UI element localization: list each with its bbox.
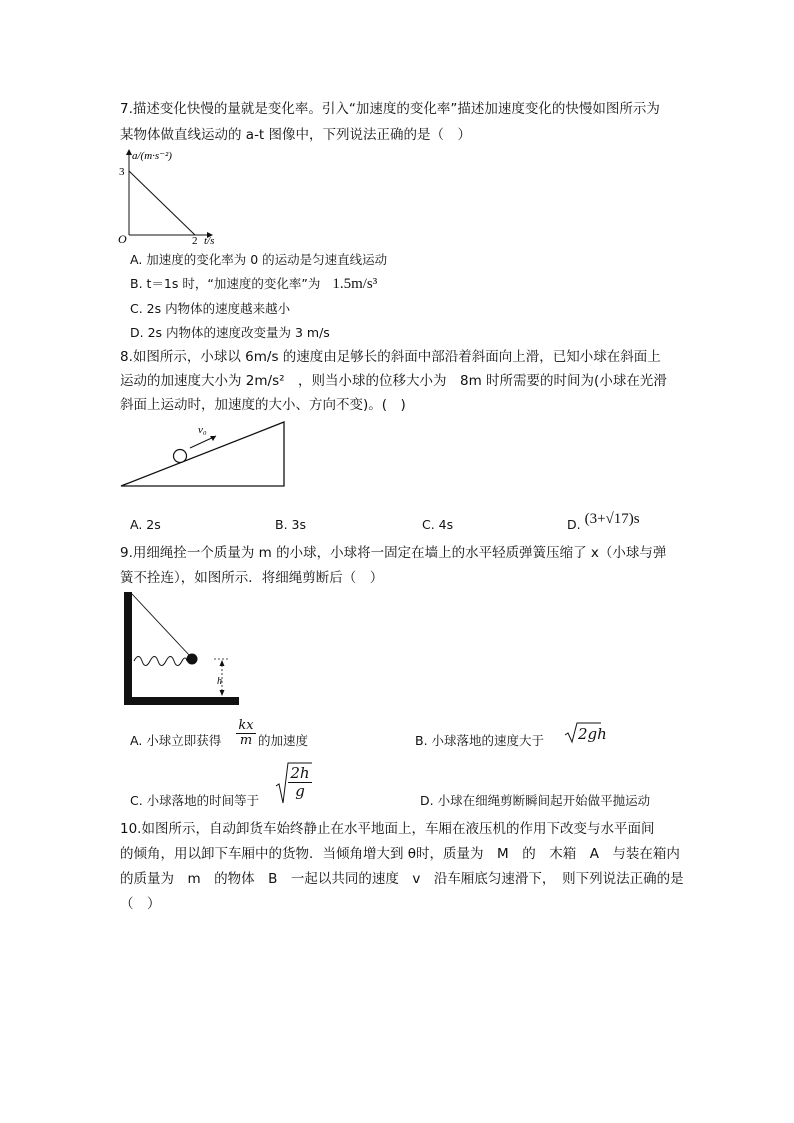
q9-spring [134,657,187,666]
q9-option-d: D. 小球在细绳剪断瞬间起开始做平抛运动 [420,793,651,808]
q9-string [132,594,190,656]
q9-wall [124,592,132,705]
q7-stem-line1: 7.描述变化快慢的量就是变化率。引入“加速度的变化率”描述加速度变化的快慢如图所示为 [120,101,660,117]
q7-option-b-math: 1.5m/s³ [332,276,378,292]
q9-spring-figure [120,590,245,708]
q8-stem-line3: 斜面上运动时，加速度的大小、方向不变)。( ) [120,397,406,413]
q10-stem-line1: 10.如图所示，自动卸货车始终静止在水平地面上，车厢在液压机的作用下改变与水平面间 [120,821,655,837]
q7-x-label: t/s [204,235,215,247]
q10-stem-line2: 的倾角，用以卸下车厢中的货物．当倾角增大到 θ时，质量为 M 的 木箱 A 与装在箱内 [120,846,680,862]
q7-option-d: D. 2s 内物体的速度改变量为 3 m/s [130,325,330,340]
q8-incline-figure [118,418,290,492]
q9-ball [187,654,198,665]
q9-stem-line2: 簧不拴连），如图所示．将细绳剪断后（ ） [120,570,384,586]
q9-option-a-suffix: 的加速度 [258,733,309,748]
q7-option-a: A. 加速度的变化率为 0 的运动是匀速直线运动 [130,252,388,267]
q8-v0-label: v₀ [198,424,207,436]
q8-option-b: B. 3s [275,517,306,532]
q9-option-c-frac [288,765,312,800]
q8-option-d-label: D. [567,517,581,532]
q8-ball [174,450,187,463]
q7-option-b [130,275,377,293]
q9-option-c-den: g [295,782,305,800]
q10-stem-line3: 的质量为 m 的物体 B 一起以共同的速度 v 沿车厢底匀速滑下， 则下列说法正确的是 [120,871,684,887]
q9-option-b-math: 2gh [578,725,607,743]
q9-option-c-text: C. 小球落地的时间等于 [130,793,260,808]
q8-option-c: C. 4s [422,517,454,532]
q9-option-a-num: kx [236,719,256,734]
q8-stem-line1: 8.如图所示，小球以 6m/s 的速度由足够长的斜面中部沿着斜面向上滑，已知小球在斜面上 [120,349,661,365]
q7-graph-line [129,171,195,235]
q7-y-tick: 3 [119,166,125,178]
q8-option-d-math: (3+√17)s [584,511,640,527]
q9-option-b-text: B. 小球落地的速度大于 [415,733,545,748]
q9-option-c-num: 2h [288,765,312,783]
q9-floor [124,697,239,705]
q8-option-d [567,510,640,532]
q7-at-graph [112,146,222,248]
q7-option-b-text: B. t＝1s 时，“加速度的变化率”为 [130,276,321,291]
q9-option-a-text: A. 小球立即获得 [130,733,222,748]
q9-option-a-frac [236,719,256,748]
q8-stem-line2: 运动的加速度大小为 2m/s² ，则当小球的位移大小为 8m 时所需要的时间为(小球在光滑 [120,373,667,389]
q7-stem-line2: 某物体做直线运动的 a-t 图像中，下列说法正确的是（ ） [120,127,472,143]
q7-option-c: C. 2s 内物体的速度越来越小 [130,301,291,316]
q10-stem-line4: （ ） [120,896,161,912]
q7-x-tick: 2 [192,235,198,247]
q9-stem-line1: 9.用细绳拴一个质量为 m 的小球，小球将一固定在墙上的水平轻质弹簧压缩了 x（小球与弹 [120,545,667,561]
q7-origin: O [118,232,127,246]
q9-option-b [415,722,607,748]
q9-option-a-den: m [239,733,253,748]
q7-y-label: a/(m·s⁻²) [132,150,172,162]
q9-h-label: h [217,676,222,687]
q8-option-a: A. 2s [130,517,161,532]
